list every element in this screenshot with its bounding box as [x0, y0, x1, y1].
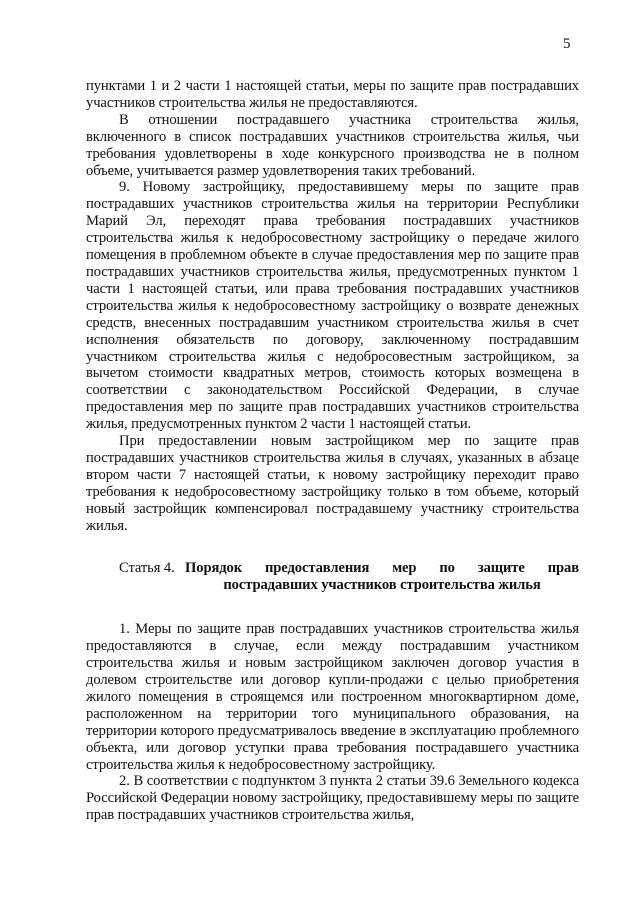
paragraph-item-1: 1. Меры по защите прав пострадавших участников строительства жилья предоставляются в случае, если между пострадавшим участником строительства жилья и новым застройщиком заключен договор участия в долевом строительстве или договор купли-продажи с целью приобретения жилого помещения в строящемся или построенном многоквартирном доме, расположенном на территории того муниципального образования, на территории которого предусматривалось введение в эксплуатацию проблемного объекта, или договор уступки права требования пострадавшего участника строительства жилья к недобросовестному застройщику.	[86, 621, 579, 773]
article-title: Порядок предоставления мер по защите прав пострадавших участников строительства жилья	[185, 560, 579, 594]
paragraph-transfer-of-rights: При предоставлении новым застройщиком мер по защите прав пострадавших участников строительства жилья в случаях, указанных в абзаце втором части 7 настоящей статьи, к новому застройщику переходит право требования к недобросовестному застройщику только в том объеме, который новый застройщик компенсировал пострадавшему участнику строительства жилья.	[86, 433, 579, 534]
paragraph-continuation: пунктами 1 и 2 части 1 настоящей статьи, меры по защите прав пострадавших участников строительства жилья не предоставляются.	[86, 78, 579, 111]
document-body	[86, 78, 579, 824]
paragraph-item-2: 2. В соответствии с подпунктом 3 пункта 2 статьи 39.6 Земельного кодекса Российской Федерации новому застройщику, предоставившему меры по защите прав пострадавших участников строительства жилья,	[86, 773, 579, 824]
page-number: 5	[563, 36, 571, 52]
article-heading	[86, 560, 579, 594]
paragraph-partial-satisfaction: В отношении пострадавшего участника строительства жилья, включенного в список пострадавших участников строительства жилья, чьи требования удовлетворены в ходе конкурсного производства не в полном объеме, учитывается размер удовлетворения таких требований.	[86, 111, 579, 179]
paragraph-item-9: 9. Новому застройщику, предоставившему меры по защите прав пострадавших участников строительства жилья на территории Республики Марий Эл, переходят права требования пострадавших участников строительства жилья к недобросовестному застройщику о передаче жилого помещения в проблемном объекте в случае предоставления мер по защите прав пострадавших участников строительства жилья, предусмотренных пунктом 1 части 1 настоящей статьи, или права требования пострадавших участников строительства жилья к недобросовестному застройщику о возврате денежных средств, внесенных пострадавшим участником строительства жилья в счет исполнения обязательств по договору, заключенному пострадавшим участником строительства жилья с недобросовестным застройщиком, за вычетом стоимости квадратных метров, стоимость которых возмещена в соответствии с законодательством Российской Федерации, в случае предоставления мер по защите прав пострадавших участников строительства жилья, предусмотренных пунктом 2 части 1 настоящей статьи.	[86, 179, 579, 433]
article-label: Статья 4.	[119, 560, 175, 577]
